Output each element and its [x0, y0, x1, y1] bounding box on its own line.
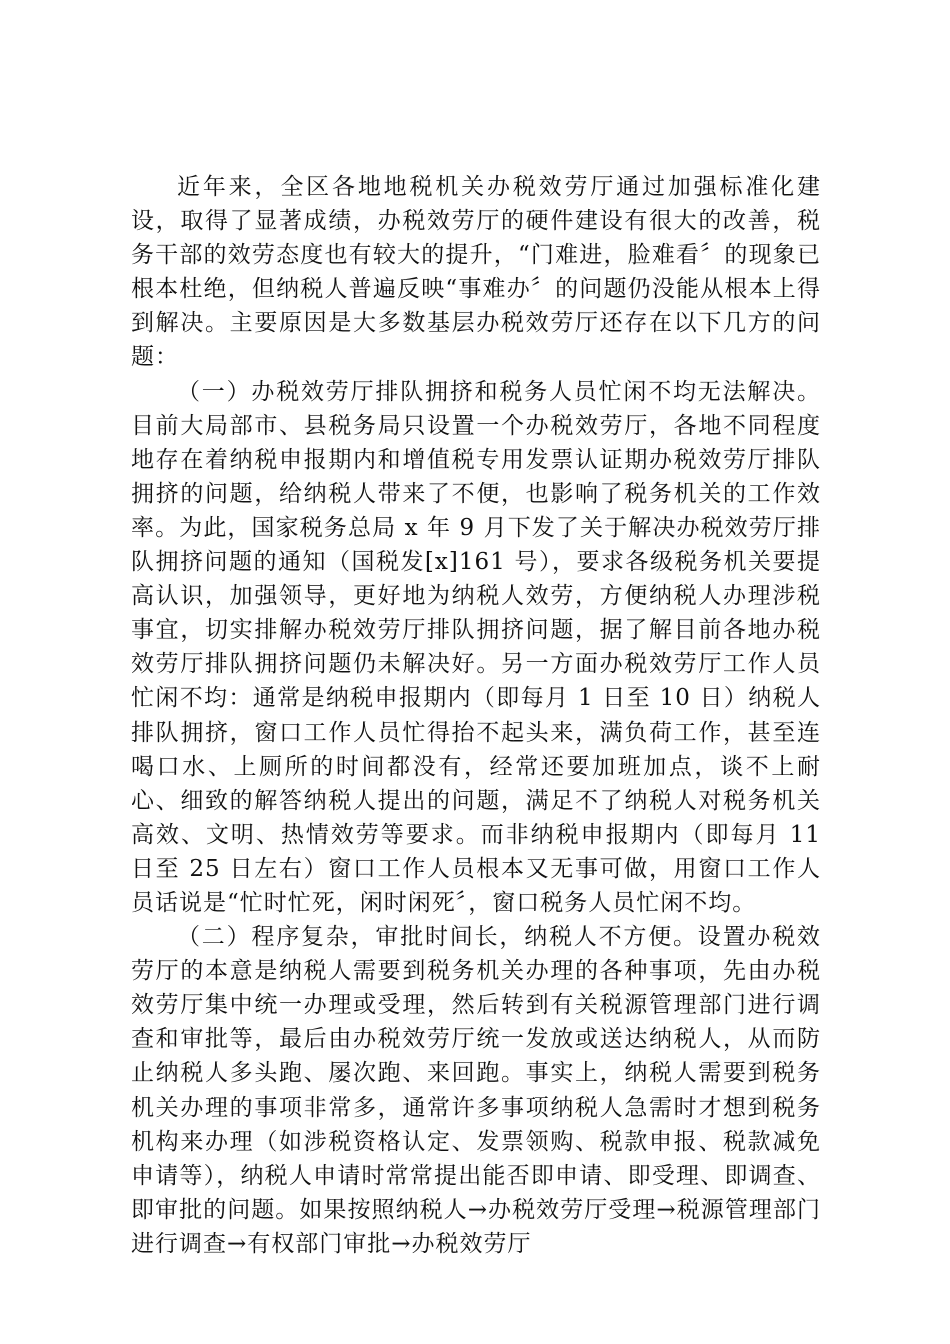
document-body [131, 170, 821, 1261]
paragraph-section-one: （一）办税效劳厅排队拥挤和税务人员忙闲不均无法解决。目前大局部市、县税务局只设置一个办税效劳厅，各地不同程度地存在着纳税申报期内和增值税专用发票认证期办税效劳厅排队拥挤的问题，给纳税人带来了不便，也影响了税务机关的工作效率。为此，国家税务总局 x 年 9 月下发了关于解决办税效劳厅排队拥挤问题的通知（国税发[x]161 号），要求各级税务机关要提高认识，加强领导，更好地为纳税人效劳，方便纳税人办理涉税事宜，切实排解办税效劳厅排队拥挤问题，据了解目前各地办税效劳厅排队拥挤问题仍未解决好。另一方面办税效劳厅工作人员忙闲不均：通常是纳税申报期内（即每月 1 日至 10 日）纳税人排队拥挤，窗口工作人员忙得抬不起头来，满负荷工作，甚至连喝口水、上厕所的时间都没有，经常还要加班加点，谈不上耐心、细致的解答纳税人提出的问题，满足不了纳税人对税务机关高效、文明、热情效劳等要求。而非纳税申报期内（即每月 11 日至 25 日左右）窗口工作人员根本又无事可做，用窗口工作人员话说是“忙时忙死，闲时闲死〞，窗口税务人员忙闲不均。 [131, 378, 821, 916]
paragraph-intro: 近年来，全区各地地税机关办税效劳厅通过加强标准化建设，取得了显著成绩，办税效劳厅的硬件建设有很大的改善，税务干部的效劳态度也有较大的提升，“门难进，脸难看〞的现象已根本杜绝，但纳税人普遍反映“事难办〞的问题仍没能从根本上得到解决。主要原因是大多数基层办税效劳厅还存在以下几方的问题： [131, 174, 821, 371]
paragraph-section-two: （二）程序复杂，审批时间长，纳税人不方便。设置办税效劳厅的本意是纳税人需要到税务机关办理的各种事项，先由办税效劳厅集中统一办理或受理，然后转到有关税源管理部门进行调查和审批等，最后由办税效劳厅统一发放或送达纳税人，从而防止纳税人多头跑、屡次跑、来回跑。事实上，纳税人需要到税务机关办理的事项非常多，通常许多事项纳税人急需时才想到税务机构来办理（如涉税资格认定、发票领购、税款申报、税款减免申请等），纳税人申请时常常提出能否即申请、即受理、即调查、即审批的问题。如果按照纳税人→办税效劳厅受理→税源管理部门进行调查→有权部门审批→办税效劳厅 [131, 924, 821, 1257]
